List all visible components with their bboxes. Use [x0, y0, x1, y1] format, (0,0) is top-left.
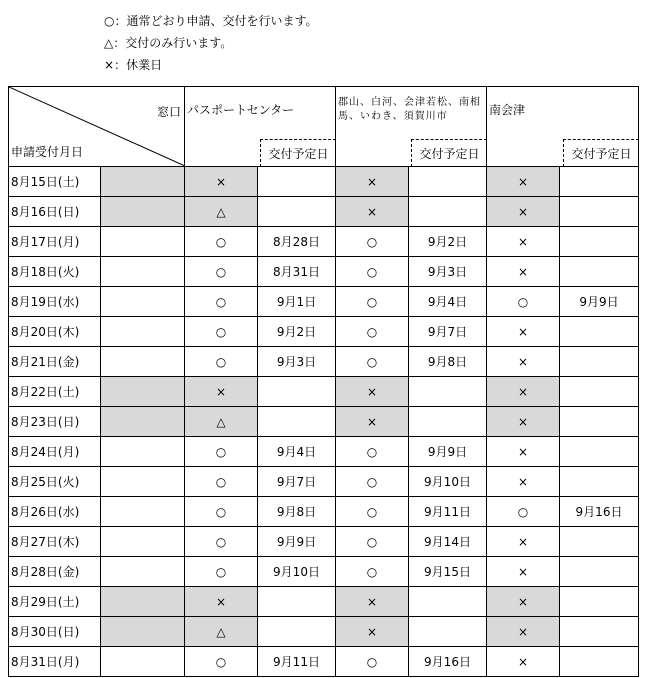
application-date: 8月23日(日)	[9, 407, 101, 437]
kofu-date-cell: 9月3日	[409, 257, 487, 287]
kofu-date-cell: 8月31日	[258, 257, 336, 287]
status-cell: ○	[185, 497, 258, 527]
application-date: 8月25日(火)	[9, 467, 101, 497]
legend	[104, 10, 318, 76]
kofu-date-cell	[409, 407, 487, 437]
status-cell: ×	[336, 587, 409, 617]
kofu-date-cell: 9月4日	[409, 287, 487, 317]
shade-cell	[101, 617, 185, 647]
status-cell: △	[185, 617, 258, 647]
status-cell: ○	[336, 287, 409, 317]
application-date: 8月27日(木)	[9, 527, 101, 557]
table-row	[9, 497, 639, 527]
status-cell: ×	[487, 587, 560, 617]
cross-symbol: ×	[104, 58, 115, 72]
status-cell: ○	[487, 287, 560, 317]
status-cell: ×	[487, 647, 560, 677]
status-cell: ×	[185, 167, 258, 197]
office-name: 郡山、白河、会津若松、南相馬、いわき、須賀川市	[338, 97, 481, 122]
kofu-date-cell	[560, 407, 639, 437]
shade-cell	[101, 557, 185, 587]
kofu-date-cell	[258, 587, 336, 617]
kofu-date-cell: 9月7日	[258, 467, 336, 497]
status-cell: ○	[487, 497, 560, 527]
legend-text: ：通常どおり申請、交付を行います。	[114, 14, 318, 28]
status-cell: ○	[336, 227, 409, 257]
status-cell: ×	[487, 527, 560, 557]
status-cell: ○	[336, 257, 409, 287]
application-date: 8月21日(金)	[9, 347, 101, 377]
shade-cell	[101, 287, 185, 317]
status-cell: ○	[185, 287, 258, 317]
kofu-date-cell	[409, 617, 487, 647]
kofu-date-cell	[560, 527, 639, 557]
date-column-label: 申請受付月日	[11, 145, 84, 159]
status-cell: ○	[185, 557, 258, 587]
kofu-date-cell	[409, 167, 487, 197]
table-row	[9, 287, 639, 317]
application-date: 8月16日(日)	[9, 197, 101, 227]
kofu-date-cell	[258, 407, 336, 437]
office-header-minamiaizu	[487, 87, 639, 167]
status-cell: ○	[185, 317, 258, 347]
shade-cell	[101, 497, 185, 527]
status-cell: ○	[336, 347, 409, 377]
kofu-date-cell	[560, 587, 639, 617]
shade-cell	[101, 317, 185, 347]
status-cell: ×	[336, 167, 409, 197]
header-row	[9, 87, 639, 167]
table-row	[9, 527, 639, 557]
status-cell: ○	[185, 467, 258, 497]
status-cell: ×	[487, 347, 560, 377]
application-date: 8月26日(水)	[9, 497, 101, 527]
table-row	[9, 407, 639, 437]
table-row	[9, 587, 639, 617]
office-header-passport-center	[185, 87, 336, 167]
kofu-date-cell: 9月7日	[409, 317, 487, 347]
status-cell: ×	[487, 197, 560, 227]
status-cell: ×	[336, 617, 409, 647]
application-date: 8月24日(月)	[9, 437, 101, 467]
shade-cell	[101, 647, 185, 677]
status-cell: ×	[487, 557, 560, 587]
status-cell: ○	[185, 437, 258, 467]
status-cell: ○	[185, 227, 258, 257]
kofu-date-cell	[560, 647, 639, 677]
kofu-date-header: 交付予定日	[260, 139, 336, 167]
table-row	[9, 167, 639, 197]
kofu-date-cell	[258, 197, 336, 227]
status-cell: ×	[336, 407, 409, 437]
status-cell: ○	[336, 527, 409, 557]
kofu-date-cell: 9月2日	[258, 317, 336, 347]
kofu-date-cell: 9月11日	[258, 647, 336, 677]
office-header-regional	[336, 87, 487, 167]
shade-cell	[101, 437, 185, 467]
status-cell: ×	[487, 617, 560, 647]
status-cell: ×	[487, 437, 560, 467]
status-cell: △	[185, 197, 258, 227]
kofu-date-cell	[258, 167, 336, 197]
kofu-date-cell	[258, 377, 336, 407]
table-row	[9, 647, 639, 677]
kofu-date-cell	[409, 377, 487, 407]
kofu-date-cell: 9月10日	[258, 557, 336, 587]
kofu-date-cell	[560, 377, 639, 407]
schedule-table	[8, 86, 639, 677]
status-cell: △	[185, 407, 258, 437]
kofu-date-cell: 9月8日	[258, 497, 336, 527]
application-date: 8月19日(水)	[9, 287, 101, 317]
shade-cell	[101, 167, 185, 197]
kofu-date-cell	[560, 227, 639, 257]
shade-cell	[101, 377, 185, 407]
kofu-date-cell	[560, 557, 639, 587]
status-cell: ×	[487, 377, 560, 407]
kofu-date-cell	[560, 437, 639, 467]
kofu-date-cell: 9月4日	[258, 437, 336, 467]
kofu-date-cell	[560, 197, 639, 227]
table-row	[9, 257, 639, 287]
application-date: 8月22日(土)	[9, 377, 101, 407]
shade-cell	[101, 347, 185, 377]
status-cell: ×	[487, 227, 560, 257]
triangle-symbol: △	[104, 36, 114, 50]
kofu-date-cell	[409, 197, 487, 227]
table-row	[9, 227, 639, 257]
status-cell: ×	[185, 377, 258, 407]
status-cell: ×	[336, 377, 409, 407]
table-row	[9, 377, 639, 407]
kofu-date-cell	[560, 167, 639, 197]
kofu-date-cell: 9月9日	[258, 527, 336, 557]
shade-cell	[101, 257, 185, 287]
legend-item	[104, 54, 318, 76]
status-cell: ○	[336, 557, 409, 587]
kofu-date-cell: 9月10日	[409, 467, 487, 497]
kofu-date-cell: 9月9日	[560, 287, 639, 317]
application-date: 8月15日(土)	[9, 167, 101, 197]
kofu-date-cell	[258, 617, 336, 647]
status-cell: ×	[487, 167, 560, 197]
table-row	[9, 197, 639, 227]
kofu-date-cell: 9月2日	[409, 227, 487, 257]
kofu-date-cell	[409, 587, 487, 617]
status-cell: ×	[185, 587, 258, 617]
status-cell: ○	[336, 317, 409, 347]
status-cell: ×	[487, 317, 560, 347]
kofu-date-cell	[560, 617, 639, 647]
shade-cell	[101, 197, 185, 227]
status-cell: ○	[336, 437, 409, 467]
status-cell: ○	[185, 257, 258, 287]
status-cell: ×	[487, 407, 560, 437]
application-date: 8月17日(月)	[9, 227, 101, 257]
status-cell: ×	[487, 257, 560, 287]
office-name: 南会津	[489, 103, 526, 117]
application-date: 8月18日(火)	[9, 257, 101, 287]
kofu-date-cell	[560, 347, 639, 377]
corner-header	[9, 87, 185, 167]
application-date: 8月30日(日)	[9, 617, 101, 647]
kofu-date-cell	[560, 257, 639, 287]
status-cell: ○	[185, 347, 258, 377]
status-cell: ×	[336, 197, 409, 227]
shade-cell	[101, 227, 185, 257]
status-cell: ○	[336, 497, 409, 527]
kofu-date-cell: 9月16日	[560, 497, 639, 527]
circle-symbol: ○	[104, 14, 115, 28]
kofu-date-cell: 8月28日	[258, 227, 336, 257]
kofu-date-cell: 9月1日	[258, 287, 336, 317]
status-cell: ○	[336, 467, 409, 497]
table-row	[9, 347, 639, 377]
kofu-date-cell: 9月15日	[409, 557, 487, 587]
madoguchi-label: 窓口	[156, 105, 181, 119]
kofu-date-cell: 9月9日	[409, 437, 487, 467]
kofu-date-header: 交付予定日	[411, 139, 487, 167]
status-cell: ○	[185, 527, 258, 557]
table-row	[9, 317, 639, 347]
kofu-date-cell: 9月8日	[409, 347, 487, 377]
kofu-date-cell: 9月3日	[258, 347, 336, 377]
table-row	[9, 467, 639, 497]
table-row	[9, 617, 639, 647]
shade-cell	[101, 407, 185, 437]
status-cell: ○	[336, 647, 409, 677]
kofu-date-cell	[560, 467, 639, 497]
status-cell: ×	[487, 467, 560, 497]
shade-cell	[101, 467, 185, 497]
kofu-date-cell: 9月14日	[409, 527, 487, 557]
legend-text: ：交付のみ行います。	[113, 36, 233, 50]
application-date: 8月28日(金)	[9, 557, 101, 587]
kofu-date-cell: 9月16日	[409, 647, 487, 677]
office-name: パスポートセンター	[187, 103, 295, 117]
kofu-date-cell	[560, 317, 639, 347]
shade-cell	[101, 527, 185, 557]
legend-text: ：休業日	[114, 58, 163, 72]
legend-item	[104, 10, 318, 32]
application-date: 8月31日(月)	[9, 647, 101, 677]
status-cell: ○	[185, 647, 258, 677]
shade-cell	[101, 587, 185, 617]
table-row	[9, 437, 639, 467]
table-row	[9, 557, 639, 587]
application-date: 8月29日(土)	[9, 587, 101, 617]
application-date: 8月20日(木)	[9, 317, 101, 347]
legend-item	[104, 32, 318, 54]
kofu-date-header: 交付予定日	[563, 139, 639, 167]
kofu-date-cell: 9月11日	[409, 497, 487, 527]
